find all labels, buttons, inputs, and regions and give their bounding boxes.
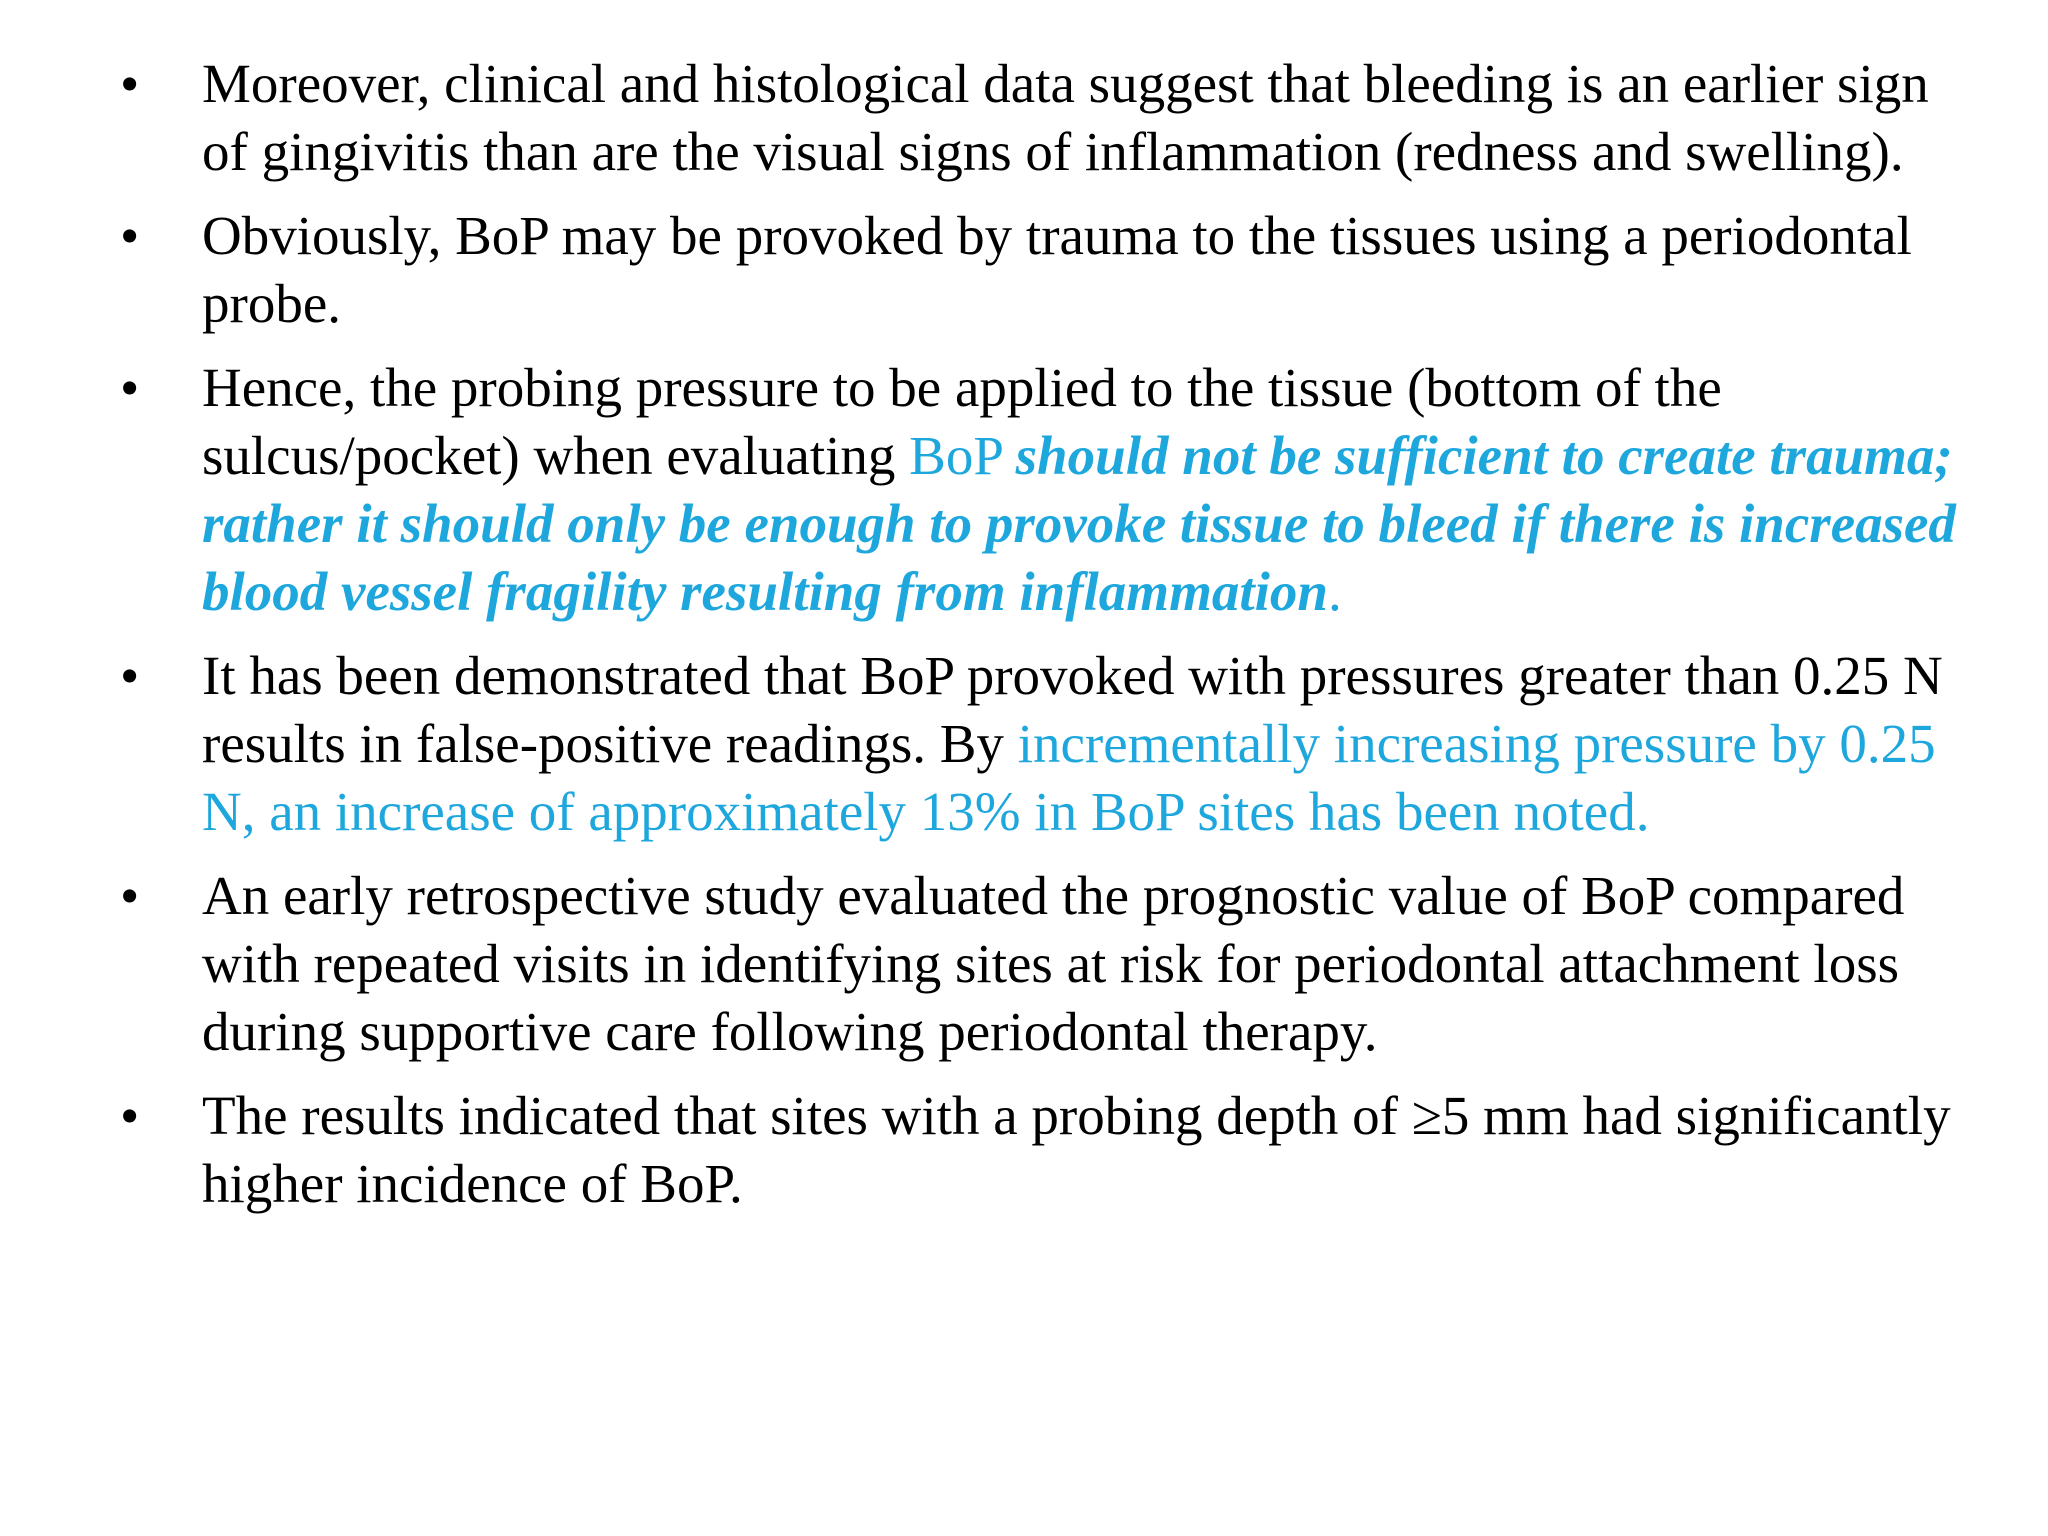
highlighted-term: BoP: [909, 425, 1016, 486]
bullet-item-5: [120, 862, 1970, 1066]
bullet-item-4: [120, 642, 1970, 846]
bullet-icon: •: [120, 865, 140, 926]
bullet-icon: •: [120, 1085, 140, 1146]
bullet-text: Hence, the probing pressure to be applied to the tissue (bottom of the sulcus/pocket) when evaluating: [202, 357, 1722, 486]
bullet-text: An early retrospective study evaluated the prognostic value of BoP compared with repeated visits in identifying sites at risk for periodontal attachment loss during supportive care following periodontal therapy.: [202, 865, 1905, 1062]
bullet-icon: •: [120, 645, 140, 706]
bullet-icon: •: [120, 205, 140, 266]
trailing-period: .: [1328, 561, 1342, 622]
bullet-icon: •: [120, 357, 140, 418]
bullet-item-3: [120, 354, 1970, 626]
bullet-icon: •: [120, 53, 140, 114]
emphasized-text: should not be sufficient to create trauma; rather it should only be enough to provoke tissue to bleed if there is increased blood vessel fragility resulting from inflammation: [202, 425, 1956, 622]
bullet-item-2: [120, 202, 1970, 338]
bullet-text: Moreover, clinical and histological data suggest that bleeding is an earlier sign of gingivitis than are the visual signs of inflammation (redness and swelling).: [202, 53, 1929, 182]
bullet-list: [120, 50, 1970, 1234]
highlighted-text: incrementally increasing pressure by 0.25 N, an increase of approximately 13% in BoP sites has been noted.: [202, 713, 1936, 842]
bullet-text: The results indicated that sites with a probing depth of ≥5 mm had significantly higher incidence of BoP.: [202, 1085, 1951, 1214]
bullet-item-6: [120, 1082, 1970, 1218]
bullet-text: Obviously, BoP may be provoked by trauma to the tissues using a periodontal probe.: [202, 205, 1912, 334]
bullet-item-1: [120, 50, 1970, 186]
bullet-text: It has been demonstrated that BoP provoked with pressures greater than 0.25 N results in false-positive readings. By: [202, 645, 1943, 774]
